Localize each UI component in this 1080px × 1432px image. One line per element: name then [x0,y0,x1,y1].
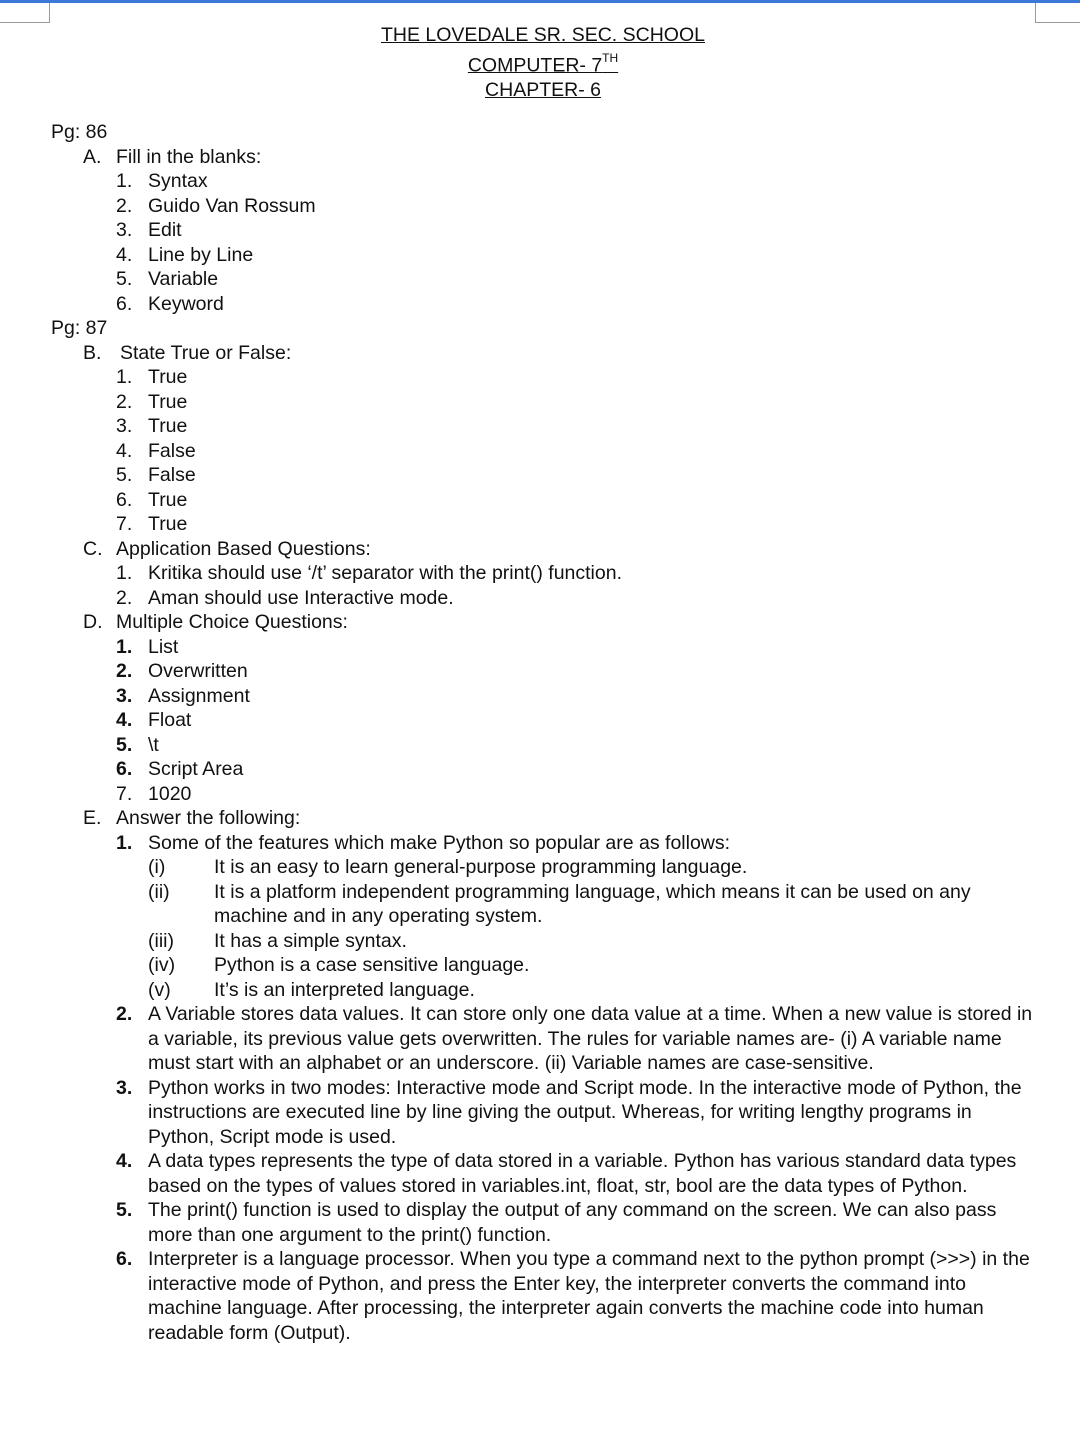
sub-point-continuation: machine and in any operating system. [214,905,543,927]
answer-text: The print() function is used to display the output of any command on the screen. We can also pass more than one argument to the print() function. [148,1199,997,1246]
list-item [51,488,1051,513]
item-number: 2. [116,660,133,682]
chapter-title: CHAPTER- 6 [485,78,601,101]
item-text: Overwritten [148,660,248,682]
section-title: State True or False: [120,341,292,364]
section-c-heading [51,537,1051,562]
sub-point-text: It has a simple syntax. [214,929,407,952]
item-number: 2. [116,390,133,413]
page-margin-corner-left [0,3,50,23]
sub-point [51,855,1051,880]
answer-paragraph [51,1076,1051,1150]
item-text: False [148,439,196,462]
sub-point-text: Python is a case sensitive language. [214,954,530,976]
item-text: True [148,390,188,413]
section-letter: E. [83,807,102,829]
item-text: Guido Van Rossum [148,194,316,217]
roman-numeral: (iii) [148,929,174,952]
page-top-border [0,0,1080,3]
section-letter: D. [83,611,103,633]
item-text: True [148,366,188,388]
section-a-heading [51,145,1051,170]
answer-number: 5. [116,1199,133,1221]
item-number: 6. [116,488,133,511]
answer-number: 6. [116,1248,133,1270]
list-item [51,782,1051,807]
subject-text: COMPUTER- 7 [467,54,603,77]
section-letter: A. [83,145,102,168]
item-number: 1. [116,635,133,658]
item-number: 5. [116,733,133,756]
list-item [51,414,1051,439]
document-body [51,120,1051,1345]
list-item [51,194,1051,219]
item-text: Keyword [148,292,224,315]
school-name: THE LOVEDALE SR. SEC. SCHOOL [380,24,705,46]
page-number-86: Pg: 86 [51,121,108,143]
section-title: Answer the following: [116,807,301,829]
sub-point-text: It is an easy to learn general-purpose programming language. [214,856,748,878]
answer-paragraph [51,1002,1051,1076]
item-number: 1. [116,170,133,192]
section-title: Fill in the blanks: [116,145,262,168]
item-number: 5. [116,464,133,486]
sub-point [51,880,1051,905]
item-number: 2. [116,194,133,217]
list-item [51,708,1051,733]
item-text: Assignment [148,684,250,707]
page-margin-corner-right [1035,3,1080,23]
item-text: Kritika should use ‘/t’ separator with the print() function. [148,562,622,584]
item-text: True [148,415,188,437]
answer-number: 3. [116,1076,133,1099]
sub-point-text: It is a platform independent programming language, which means it can be used on any [214,880,971,903]
list-item [51,218,1051,243]
item-number: 7. [116,782,133,805]
list-item [51,757,1051,782]
item-text: Edit [148,219,182,241]
item-number: 2. [116,586,133,609]
list-item [51,169,1051,194]
item-number: 1. [116,366,133,388]
item-number: 6. [116,758,133,780]
list-item [51,365,1051,390]
section-b-heading [51,341,1051,366]
item-number: 5. [116,268,133,290]
roman-numeral: (iv) [148,954,176,976]
answer-paragraph [51,1247,1051,1345]
item-text: Some of the features which make Python so popular are as follows: [148,831,731,854]
list-item [51,561,1051,586]
item-number: 4. [116,709,133,731]
sub-point [51,978,1051,1003]
list-item [51,635,1051,660]
item-text: True [148,513,188,535]
answer-text: A data types represents the type of data stored in a variable. Python has various standard data types based on the types of values stored in variables.int, float, str, bool are the data types of Python. [148,1150,1017,1197]
answer-number: 2. [116,1003,133,1025]
list-item [51,586,1051,611]
answer-number: 4. [116,1150,133,1172]
item-text: 1020 [148,782,192,805]
section-title: Application Based Questions: [116,537,371,560]
list-item [51,512,1051,537]
subject-superscript: TH [602,50,619,65]
page-number-87: Pg: 87 [51,317,108,339]
item-text: Float [148,709,192,731]
item-number: 6. [116,292,133,315]
section-letter: C. [83,537,103,560]
item-number: 3. [116,415,133,437]
item-number: 7. [116,513,133,535]
answer-text: Python works in two modes: Interactive mode and Script mode. In the interactive mode of Python, the instructions are executed line by line giving the output. Whereas, for writing lengthy programs in Python, Script mode is used. [148,1076,1022,1148]
roman-numeral: (ii) [148,880,170,903]
list-item [51,831,1051,856]
item-number: 3. [116,219,133,241]
list-item [51,659,1051,684]
item-number: 4. [116,243,133,266]
item-text: Syntax [148,170,208,192]
answer-text: Interpreter is a language processor. When you type a command next to the python prompt (>>>) in the interactive mode of Python, and press the Enter key, the interpreter converts the command into machine language. After processing, the interpreter again converts the machine code into human readable form (Output). [148,1248,1030,1344]
roman-numeral: (v) [148,978,171,1001]
item-number: 3. [116,684,133,707]
section-d-heading [51,610,1051,635]
answer-text: A Variable stores data values. It can store only one data value at a time. When a new value is stored in a variable, its previous value gets overwritten. The rules for variable names are- (i) A variable name must start with an alphabet or an underscore. (ii) Variable names are case-sensitive. [148,1003,1033,1074]
item-number: 1. [116,562,133,584]
item-text: True [148,488,188,511]
list-item [51,733,1051,758]
document-header [0,23,1080,102]
section-letter: B. [83,341,102,364]
item-number: 1. [116,831,133,854]
item-text: False [148,464,196,486]
item-text: Script Area [148,758,244,780]
answer-paragraph [51,1198,1051,1247]
list-item [51,267,1051,292]
list-item [51,439,1051,464]
item-text: Line by Line [148,243,254,266]
item-text: \t [148,733,159,756]
list-item [51,463,1051,488]
section-e-heading [51,806,1051,831]
sub-point [51,929,1051,954]
sub-point-text: It’s is an interpreted language. [214,978,475,1001]
list-item [51,243,1051,268]
item-text: List [148,635,179,658]
item-text: Variable [148,268,219,290]
list-item [51,684,1051,709]
section-title: Multiple Choice Questions: [116,611,348,633]
list-item [51,390,1051,415]
roman-numeral: (i) [148,856,166,878]
item-number: 4. [116,439,133,462]
list-item [51,292,1051,317]
answer-paragraph [51,1149,1051,1198]
item-text: Aman should use Interactive mode. [148,586,454,609]
subject-title [0,48,1080,78]
sub-point [51,953,1051,978]
